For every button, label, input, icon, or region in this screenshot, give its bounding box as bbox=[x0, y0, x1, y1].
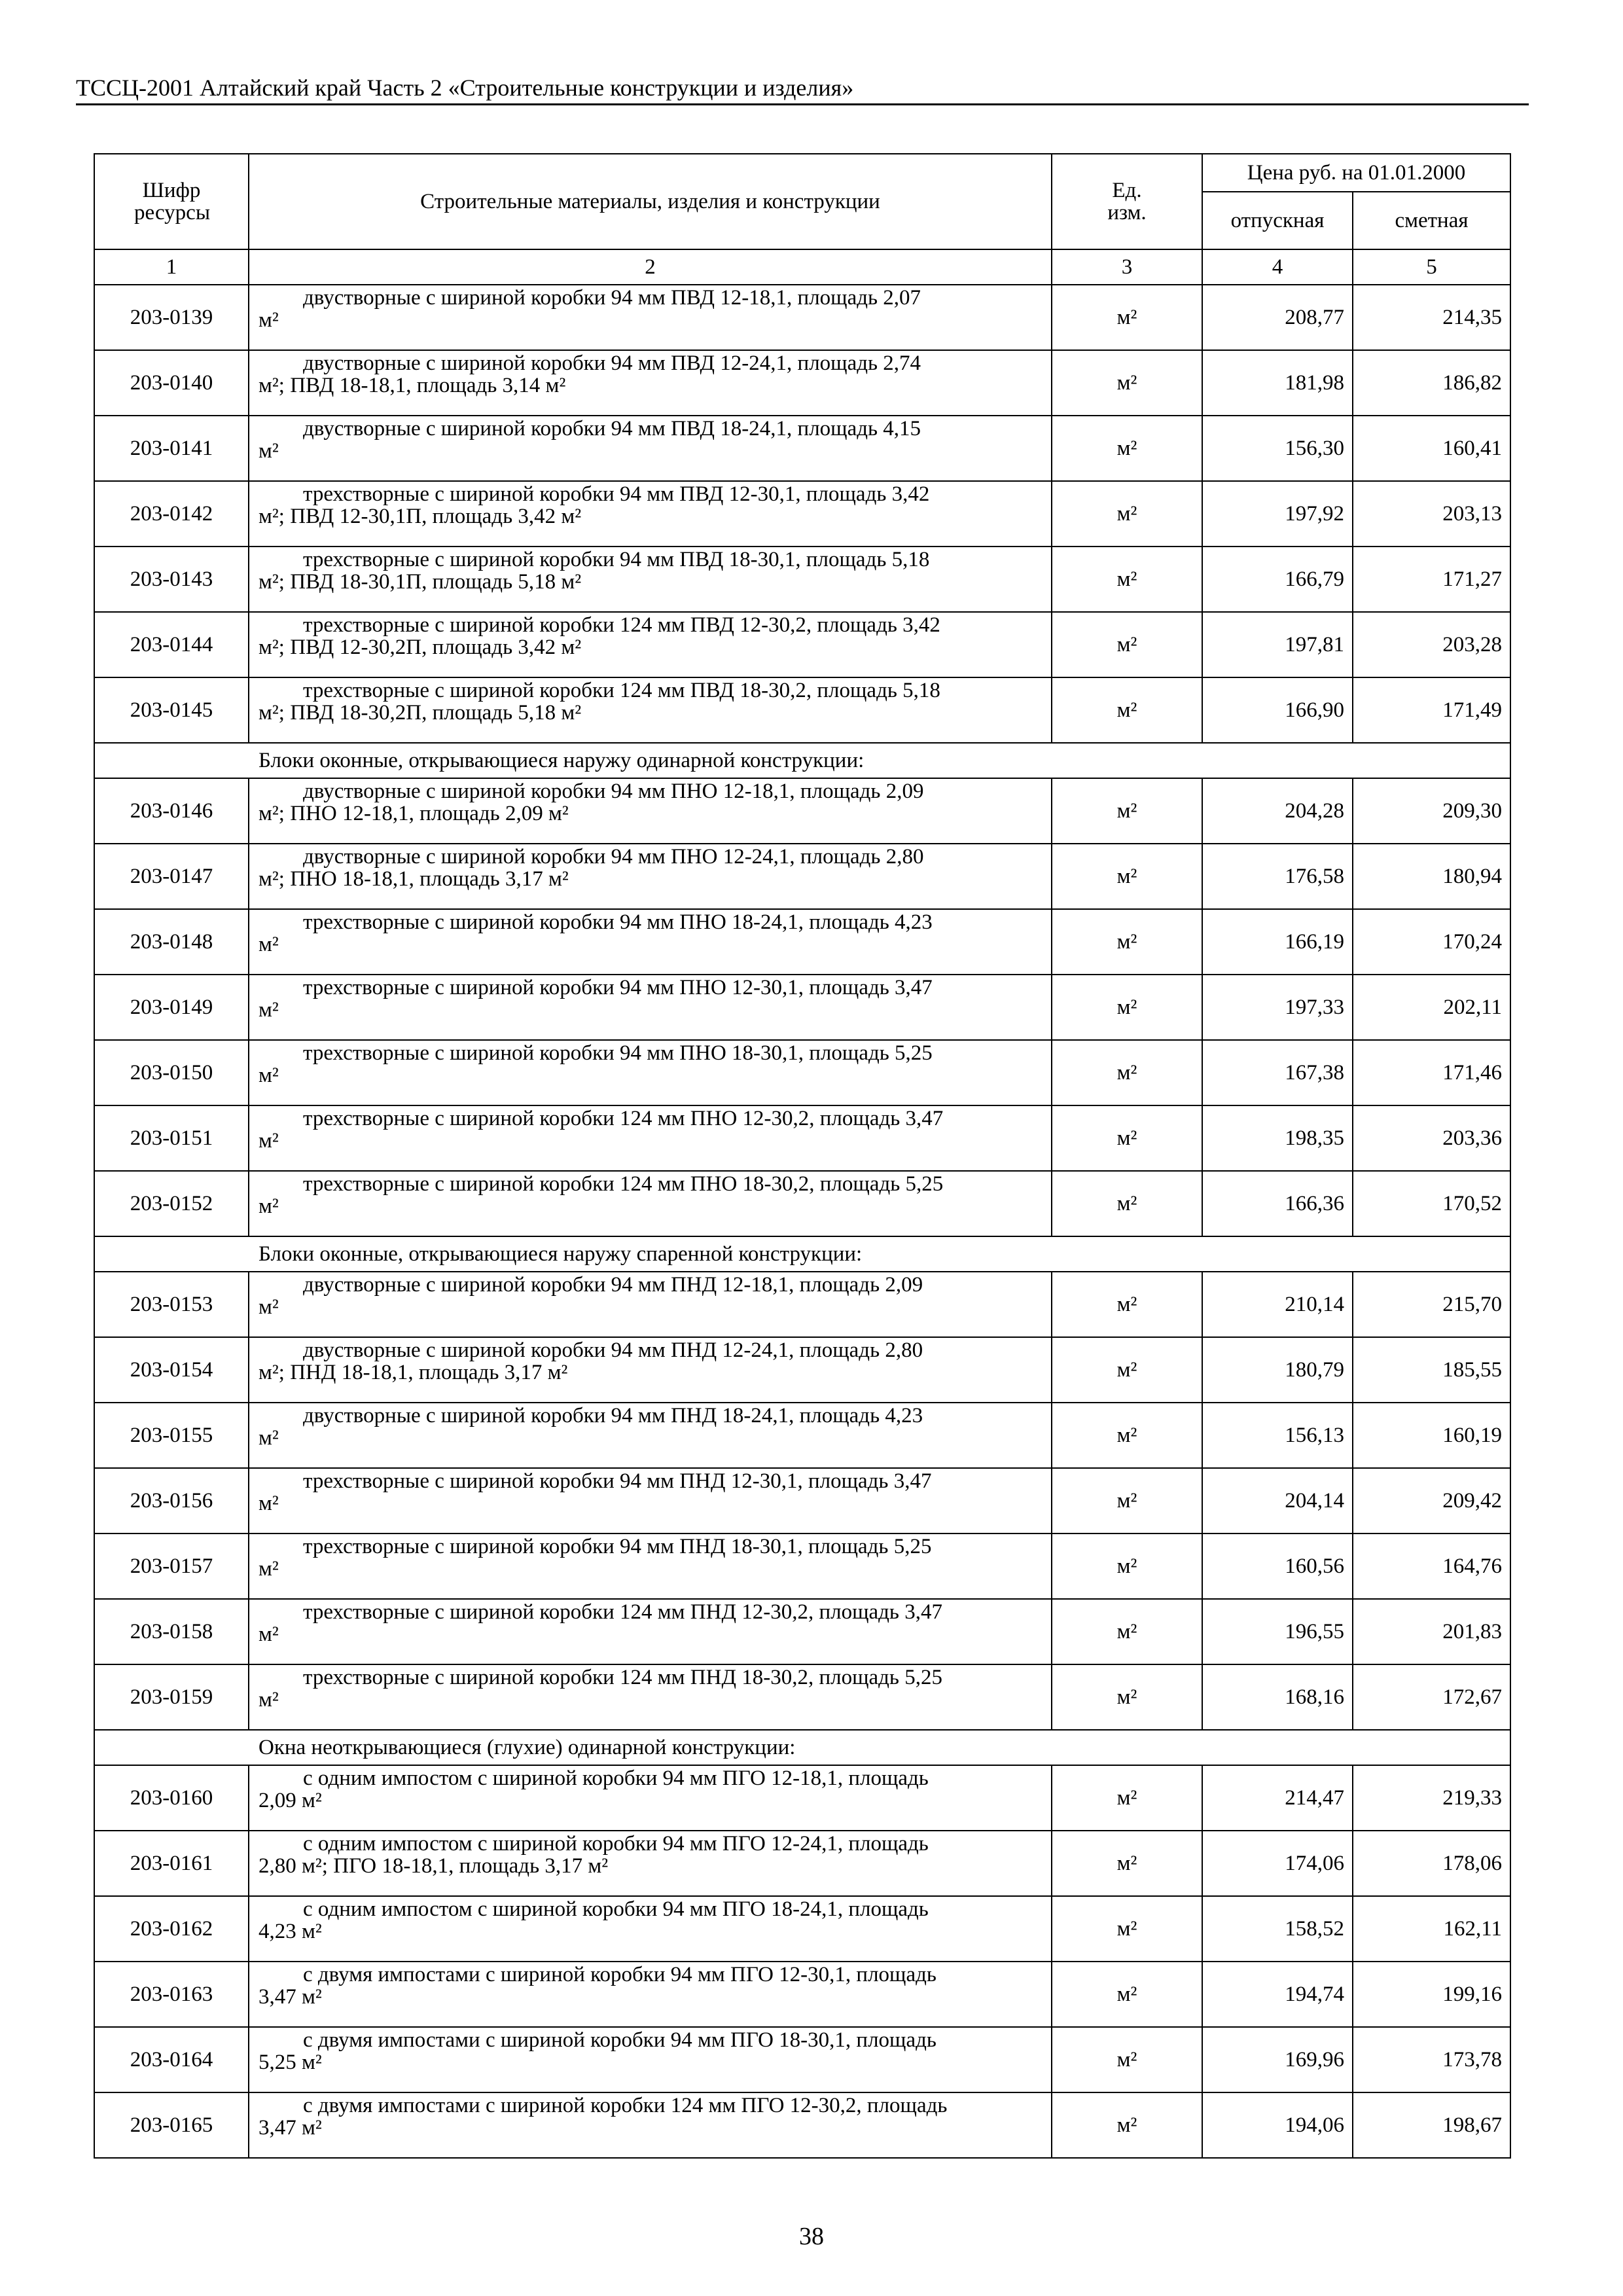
release-price: 198,35 bbox=[1202, 1105, 1353, 1171]
description-line-1: двустворные с шириной коробки 94 мм ПНД 12-24,1, площадь 2,80 bbox=[303, 1338, 923, 1362]
item-description bbox=[249, 285, 1052, 350]
release-price: 197,92 bbox=[1202, 481, 1353, 547]
description-line-2: м² bbox=[259, 1688, 279, 1712]
description-line-2: м²; ПНД 18-18,1, площадь 3,17 м² bbox=[259, 1361, 568, 1384]
description-line-2: м² bbox=[259, 308, 279, 332]
description-line-1: трехстворные с шириной коробки 124 мм ПВД 12-30,2, площадь 3,42 bbox=[303, 613, 940, 637]
unit-of-measure: м² bbox=[1052, 416, 1202, 481]
description-line-2: м² bbox=[259, 1492, 279, 1515]
description-line-1: трехстворные с шириной коробки 124 мм ПНД 18-30,2, площадь 5,25 bbox=[303, 1666, 942, 1689]
table-row bbox=[94, 1599, 1510, 1664]
price-table bbox=[94, 153, 1511, 2159]
resource-code: 203-0149 bbox=[94, 975, 249, 1040]
description-line-2: м²; ПНО 18-18,1, площадь 3,17 м² bbox=[259, 867, 569, 891]
estimate-price: 170,24 bbox=[1353, 909, 1510, 975]
description-line-1: с одним импостом с шириной коробки 94 мм ПГО 18-24,1, площадь bbox=[303, 1897, 929, 1921]
estimate-price: 160,41 bbox=[1353, 416, 1510, 481]
table-row bbox=[94, 1468, 1510, 1534]
item-description bbox=[249, 1272, 1052, 1337]
resource-code: 203-0162 bbox=[94, 1896, 249, 1962]
unit-of-measure: м² bbox=[1052, 975, 1202, 1040]
description-line-1: двустворные с шириной коробки 94 мм ПНО 12-24,1, площадь 2,80 bbox=[303, 845, 924, 869]
resource-code: 203-0140 bbox=[94, 350, 249, 416]
table-row bbox=[94, 350, 1510, 416]
item-description bbox=[249, 1831, 1052, 1896]
release-price: 166,19 bbox=[1202, 909, 1353, 975]
item-description bbox=[249, 416, 1052, 481]
item-description bbox=[249, 612, 1052, 677]
table-row bbox=[94, 2027, 1510, 2092]
table-row bbox=[94, 2092, 1510, 2158]
description-line-2: м² bbox=[259, 439, 279, 463]
col-price-header: Цена руб. на 01.01.2000 bbox=[1202, 154, 1510, 192]
item-description bbox=[249, 2027, 1052, 2092]
item-description bbox=[249, 1040, 1052, 1105]
item-description bbox=[249, 909, 1052, 975]
unit-of-measure: м² bbox=[1052, 285, 1202, 350]
estimate-price: 171,46 bbox=[1353, 1040, 1510, 1105]
resource-code: 203-0158 bbox=[94, 1599, 249, 1664]
description-line-2: 3,47 м² bbox=[259, 1985, 322, 2009]
description-line-2: м²; ПВД 12-30,2П, площадь 3,42 м² bbox=[259, 636, 582, 659]
description-line-2: 4,23 м² bbox=[259, 1920, 322, 1943]
description-line-2: м²; ПВД 18-30,2П, площадь 5,18 м² bbox=[259, 701, 582, 725]
estimate-price: 173,78 bbox=[1353, 2027, 1510, 2092]
item-description bbox=[249, 1403, 1052, 1468]
description-line-1: трехстворные с шириной коробки 94 мм ПНД 18-30,1, площадь 5,25 bbox=[303, 1535, 932, 1558]
estimate-price: 185,55 bbox=[1353, 1337, 1510, 1403]
resource-code: 203-0154 bbox=[94, 1337, 249, 1403]
release-price: 166,90 bbox=[1202, 677, 1353, 743]
description-line-2: м² bbox=[259, 1194, 279, 1218]
unit-of-measure: м² bbox=[1052, 350, 1202, 416]
release-price: 158,52 bbox=[1202, 1896, 1353, 1962]
item-description bbox=[249, 1599, 1052, 1664]
estimate-price: 186,82 bbox=[1353, 350, 1510, 416]
estimate-price: 160,19 bbox=[1353, 1403, 1510, 1468]
unit-of-measure: м² bbox=[1052, 1468, 1202, 1534]
table-row bbox=[94, 1664, 1510, 1730]
description-line-1: трехстворные с шириной коробки 94 мм ПНД 12-30,1, площадь 3,47 bbox=[303, 1469, 932, 1493]
estimate-price: 180,94 bbox=[1353, 844, 1510, 909]
table-row bbox=[94, 1337, 1510, 1403]
col-code-header: Шифр ресурсы bbox=[94, 154, 249, 249]
release-price: 168,16 bbox=[1202, 1664, 1353, 1730]
resource-code: 203-0164 bbox=[94, 2027, 249, 2092]
item-description bbox=[249, 1896, 1052, 1962]
resource-code: 203-0160 bbox=[94, 1765, 249, 1831]
item-description bbox=[249, 778, 1052, 844]
column-numbers-row bbox=[94, 249, 1510, 285]
release-price: 197,81 bbox=[1202, 612, 1353, 677]
section-heading-row bbox=[94, 1730, 1510, 1765]
col-unit-header: Ед. изм. bbox=[1052, 154, 1202, 249]
estimate-price: 199,16 bbox=[1353, 1962, 1510, 2027]
estimate-price: 215,70 bbox=[1353, 1272, 1510, 1337]
column-number: 1 bbox=[94, 249, 249, 285]
description-line-2: м²; ПВД 18-18,1, площадь 3,14 м² bbox=[259, 374, 566, 397]
estimate-price: 203,36 bbox=[1353, 1105, 1510, 1171]
estimate-price: 170,52 bbox=[1353, 1171, 1510, 1236]
estimate-price: 219,33 bbox=[1353, 1765, 1510, 1831]
table-row bbox=[94, 1105, 1510, 1171]
release-price: 214,47 bbox=[1202, 1765, 1353, 1831]
description-line-1: трехстворные с шириной коробки 94 мм ПВД 18-30,1, площадь 5,18 bbox=[303, 548, 930, 571]
item-description bbox=[249, 481, 1052, 547]
release-price: 181,98 bbox=[1202, 350, 1353, 416]
description-line-2: м²; ПВД 12-30,1П, площадь 3,42 м² bbox=[259, 505, 582, 528]
description-line-2: м² bbox=[259, 1426, 279, 1450]
estimate-price: 214,35 bbox=[1353, 285, 1510, 350]
table-row bbox=[94, 1831, 1510, 1896]
table-row bbox=[94, 1040, 1510, 1105]
item-description bbox=[249, 1105, 1052, 1171]
unit-of-measure: м² bbox=[1052, 1831, 1202, 1896]
release-price: 174,06 bbox=[1202, 1831, 1353, 1896]
release-price: 169,96 bbox=[1202, 2027, 1353, 2092]
description-line-1: трехстворные с шириной коробки 124 мм ПНО 12-30,2, площадь 3,47 bbox=[303, 1107, 944, 1130]
table-row bbox=[94, 1272, 1510, 1337]
release-price: 197,33 bbox=[1202, 975, 1353, 1040]
column-number: 4 bbox=[1202, 249, 1353, 285]
description-line-1: двустворные с шириной коробки 94 мм ПВД 18-24,1, площадь 4,15 bbox=[303, 417, 921, 440]
estimate-price: 209,42 bbox=[1353, 1468, 1510, 1534]
page-header: ТССЦ-2001 Алтайский край Часть 2 «Строительные конструкции и изделия» bbox=[76, 73, 1529, 105]
table-row bbox=[94, 1534, 1510, 1599]
description-line-2: м² bbox=[259, 1295, 279, 1319]
resource-code: 203-0151 bbox=[94, 1105, 249, 1171]
resource-code: 203-0143 bbox=[94, 547, 249, 612]
description-line-1: с двумя импостами с шириной коробки 124 мм ПГО 12-30,2, площадь bbox=[303, 2094, 948, 2117]
release-price: 210,14 bbox=[1202, 1272, 1353, 1337]
unit-of-measure: м² bbox=[1052, 1599, 1202, 1664]
description-line-1: двустворные с шириной коробки 94 мм ПНО 12-18,1, площадь 2,09 bbox=[303, 780, 924, 803]
col-estimate-header: сметная bbox=[1353, 192, 1510, 249]
resource-code: 203-0165 bbox=[94, 2092, 249, 2158]
table-row bbox=[94, 677, 1510, 743]
table-row bbox=[94, 909, 1510, 975]
release-price: 166,36 bbox=[1202, 1171, 1353, 1236]
description-line-1: с одним импостом с шириной коробки 94 мм ПГО 12-18,1, площадь bbox=[303, 1767, 929, 1790]
unit-of-measure: м² bbox=[1052, 778, 1202, 844]
description-line-1: трехстворные с шириной коробки 94 мм ПНО 18-30,1, площадь 5,25 bbox=[303, 1041, 933, 1065]
section-heading-row bbox=[94, 1236, 1510, 1272]
unit-of-measure: м² bbox=[1052, 1040, 1202, 1105]
resource-code: 203-0153 bbox=[94, 1272, 249, 1337]
release-price: 194,74 bbox=[1202, 1962, 1353, 2027]
table-row bbox=[94, 1896, 1510, 1962]
estimate-price: 203,28 bbox=[1353, 612, 1510, 677]
resource-code: 203-0147 bbox=[94, 844, 249, 909]
description-line-2: м² bbox=[259, 933, 279, 956]
release-price: 167,38 bbox=[1202, 1040, 1353, 1105]
table-row bbox=[94, 547, 1510, 612]
resource-code: 203-0144 bbox=[94, 612, 249, 677]
item-description bbox=[249, 677, 1052, 743]
estimate-price: 171,27 bbox=[1353, 547, 1510, 612]
table-row bbox=[94, 481, 1510, 547]
item-description bbox=[249, 844, 1052, 909]
description-line-2: 3,47 м² bbox=[259, 2116, 322, 2140]
unit-of-measure: м² bbox=[1052, 547, 1202, 612]
description-line-1: трехстворные с шириной коробки 124 мм ПНД 12-30,2, площадь 3,47 bbox=[303, 1600, 942, 1624]
unit-of-measure: м² bbox=[1052, 1105, 1202, 1171]
unit-of-measure: м² bbox=[1052, 844, 1202, 909]
table-row bbox=[94, 778, 1510, 844]
description-line-2: 5,25 м² bbox=[259, 2051, 322, 2074]
item-description bbox=[249, 2092, 1052, 2158]
item-description bbox=[249, 1468, 1052, 1534]
description-line-1: трехстворные с шириной коробки 94 мм ПНО 12-30,1, площадь 3,47 bbox=[303, 976, 933, 999]
table-row bbox=[94, 612, 1510, 677]
unit-of-measure: м² bbox=[1052, 2027, 1202, 2092]
description-line-2: м² bbox=[259, 1557, 279, 1581]
resource-code: 203-0139 bbox=[94, 285, 249, 350]
resource-code: 203-0159 bbox=[94, 1664, 249, 1730]
estimate-price: 162,11 bbox=[1353, 1896, 1510, 1962]
description-line-2: м² bbox=[259, 1064, 279, 1087]
col-release-header: отпускная bbox=[1202, 192, 1353, 249]
release-price: 204,14 bbox=[1202, 1468, 1353, 1534]
unit-of-measure: м² bbox=[1052, 1664, 1202, 1730]
release-price: 166,79 bbox=[1202, 547, 1353, 612]
table-body bbox=[94, 285, 1510, 2158]
release-price: 156,30 bbox=[1202, 416, 1353, 481]
description-line-1: трехстворные с шириной коробки 94 мм ПВД 12-30,1, площадь 3,42 bbox=[303, 482, 930, 506]
description-line-1: двустворные с шириной коробки 94 мм ПВД 12-18,1, площадь 2,07 bbox=[303, 286, 921, 310]
unit-of-measure: м² bbox=[1052, 1765, 1202, 1831]
col-desc-header: Строительные материалы, изделия и конструкции bbox=[249, 154, 1052, 249]
item-description bbox=[249, 975, 1052, 1040]
item-description bbox=[249, 1962, 1052, 2027]
table-row bbox=[94, 416, 1510, 481]
estimate-price: 178,06 bbox=[1353, 1831, 1510, 1896]
release-price: 160,56 bbox=[1202, 1534, 1353, 1599]
section-heading: Окна неоткрывающиеся (глухие) одинарной конструкции: bbox=[94, 1730, 1510, 1765]
item-description bbox=[249, 1765, 1052, 1831]
resource-code: 203-0156 bbox=[94, 1468, 249, 1534]
item-description bbox=[249, 1664, 1052, 1730]
item-description bbox=[249, 350, 1052, 416]
unit-of-measure: м² bbox=[1052, 1272, 1202, 1337]
estimate-price: 171,49 bbox=[1353, 677, 1510, 743]
resource-code: 203-0157 bbox=[94, 1534, 249, 1599]
estimate-price: 198,67 bbox=[1353, 2092, 1510, 2158]
estimate-price: 202,11 bbox=[1353, 975, 1510, 1040]
release-price: 204,28 bbox=[1202, 778, 1353, 844]
table-row bbox=[94, 1171, 1510, 1236]
unit-of-measure: м² bbox=[1052, 677, 1202, 743]
description-line-2: 2,09 м² bbox=[259, 1789, 322, 1812]
release-price: 196,55 bbox=[1202, 1599, 1353, 1664]
resource-code: 203-0141 bbox=[94, 416, 249, 481]
column-number: 2 bbox=[249, 249, 1052, 285]
description-line-1: с одним импостом с шириной коробки 94 мм ПГО 12-24,1, площадь bbox=[303, 1832, 929, 1856]
estimate-price: 201,83 bbox=[1353, 1599, 1510, 1664]
release-price: 156,13 bbox=[1202, 1403, 1353, 1468]
release-price: 176,58 bbox=[1202, 844, 1353, 909]
item-description bbox=[249, 1171, 1052, 1236]
resource-code: 203-0163 bbox=[94, 1962, 249, 2027]
estimate-price: 164,76 bbox=[1353, 1534, 1510, 1599]
table-row bbox=[94, 1403, 1510, 1468]
description-line-1: двустворные с шириной коробки 94 мм ПНД 12-18,1, площадь 2,09 bbox=[303, 1273, 923, 1297]
unit-of-measure: м² bbox=[1052, 612, 1202, 677]
unit-of-measure: м² bbox=[1052, 1403, 1202, 1468]
item-description bbox=[249, 1337, 1052, 1403]
page-number: 38 bbox=[799, 2223, 824, 2250]
description-line-1: двустворные с шириной коробки 94 мм ПВД 12-24,1, площадь 2,74 bbox=[303, 351, 921, 375]
description-line-2: 2,80 м²; ПГО 18-18,1, площадь 3,17 м² bbox=[259, 1854, 609, 1878]
resource-code: 203-0146 bbox=[94, 778, 249, 844]
table-row bbox=[94, 285, 1510, 350]
description-line-2: м² bbox=[259, 1129, 279, 1153]
resource-code: 203-0161 bbox=[94, 1831, 249, 1896]
description-line-1: трехстворные с шириной коробки 94 мм ПНО 18-24,1, площадь 4,23 bbox=[303, 910, 933, 934]
unit-of-measure: м² bbox=[1052, 1171, 1202, 1236]
table-row bbox=[94, 1962, 1510, 2027]
description-line-1: двустворные с шириной коробки 94 мм ПНД 18-24,1, площадь 4,23 bbox=[303, 1404, 923, 1427]
unit-of-measure: м² bbox=[1052, 2092, 1202, 2158]
table-row bbox=[94, 975, 1510, 1040]
release-price: 194,06 bbox=[1202, 2092, 1353, 2158]
release-price: 180,79 bbox=[1202, 1337, 1353, 1403]
section-heading: Блоки оконные, открывающиеся наружу спаренной конструкции: bbox=[94, 1236, 1510, 1272]
description-line-2: м²; ПНО 12-18,1, площадь 2,09 м² bbox=[259, 802, 569, 825]
table-row bbox=[94, 1765, 1510, 1831]
item-description bbox=[249, 547, 1052, 612]
resource-code: 203-0152 bbox=[94, 1171, 249, 1236]
description-line-2: м²; ПВД 18-30,1П, площадь 5,18 м² bbox=[259, 570, 582, 594]
unit-of-measure: м² bbox=[1052, 1962, 1202, 2027]
column-number: 3 bbox=[1052, 249, 1202, 285]
table-row bbox=[94, 844, 1510, 909]
unit-of-measure: м² bbox=[1052, 909, 1202, 975]
estimate-price: 209,30 bbox=[1353, 778, 1510, 844]
description-line-1: с двумя импостами с шириной коробки 94 мм ПГО 18-30,1, площадь bbox=[303, 2028, 936, 2052]
release-price: 208,77 bbox=[1202, 285, 1353, 350]
description-line-2: м² bbox=[259, 1623, 279, 1646]
resource-code: 203-0148 bbox=[94, 909, 249, 975]
table-header bbox=[94, 154, 1510, 285]
section-heading: Блоки оконные, открывающиеся наружу одинарной конструкции: bbox=[94, 743, 1510, 778]
resource-code: 203-0150 bbox=[94, 1040, 249, 1105]
unit-of-measure: м² bbox=[1052, 481, 1202, 547]
item-description bbox=[249, 1534, 1052, 1599]
unit-of-measure: м² bbox=[1052, 1534, 1202, 1599]
description-line-1: трехстворные с шириной коробки 124 мм ПВД 18-30,2, площадь 5,18 bbox=[303, 679, 940, 702]
resource-code: 203-0145 bbox=[94, 677, 249, 743]
column-number: 5 bbox=[1353, 249, 1510, 285]
unit-of-measure: м² bbox=[1052, 1896, 1202, 1962]
description-line-1: с двумя импостами с шириной коробки 94 мм ПГО 12-30,1, площадь bbox=[303, 1963, 936, 1986]
unit-of-measure: м² bbox=[1052, 1337, 1202, 1403]
estimate-price: 203,13 bbox=[1353, 481, 1510, 547]
resource-code: 203-0155 bbox=[94, 1403, 249, 1468]
resource-code: 203-0142 bbox=[94, 481, 249, 547]
description-line-1: трехстворные с шириной коробки 124 мм ПНО 18-30,2, площадь 5,25 bbox=[303, 1172, 944, 1196]
estimate-price: 172,67 bbox=[1353, 1664, 1510, 1730]
description-line-2: м² bbox=[259, 998, 279, 1022]
section-heading-row bbox=[94, 743, 1510, 778]
